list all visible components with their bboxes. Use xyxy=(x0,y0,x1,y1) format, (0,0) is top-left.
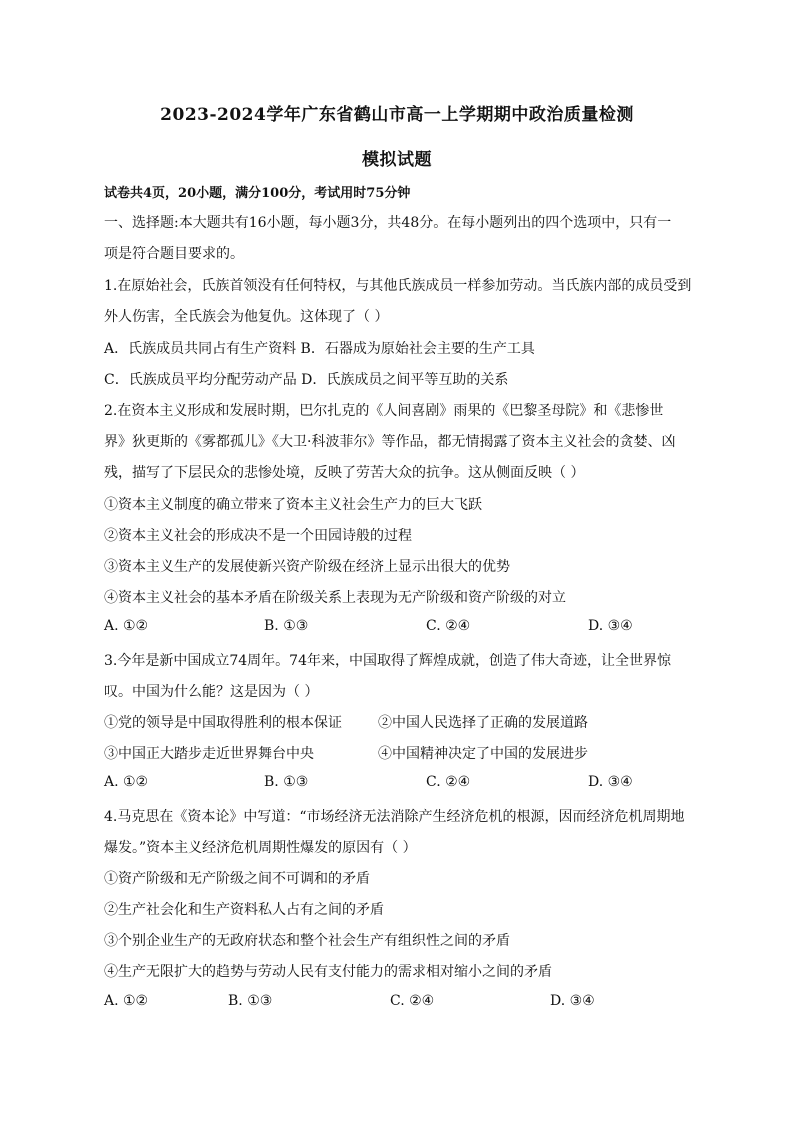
question-1-options: A．氏族成员共同占有生产资料 B．石器成为原始社会主要的生产工具 xyxy=(104,341,535,357)
question-1-text: 1.在原始社会，氏族首领没有任何特权，与其他氏族成员一样参加劳动。当氏族内部的成员受到 xyxy=(104,278,692,294)
exam-info: 试卷共4页，20小题，满分100分，考试用时75分钟 xyxy=(104,186,411,201)
question-4-choice-b: B. ①③ xyxy=(228,993,273,1009)
question-3-choice-b: B. ①③ xyxy=(264,774,309,790)
question-4-statement: ①资产阶级和无产阶级之间不可调和的矛盾 xyxy=(104,871,370,887)
question-4-text: 4.马克思在《资本论》中写道：“市场经济无法消除产生经济危机的根源，因而经济危机周期地 xyxy=(104,809,685,825)
exam-subtitle: 模拟试题 xyxy=(362,150,432,170)
question-2-text: 界》狄更斯的《雾都孤儿》《大卫·科波菲尔》等作品，都无情揭露了资本主义社会的贪婪、凶 xyxy=(104,434,676,450)
question-2-choice-d: D. ③④ xyxy=(588,618,633,634)
section-intro: 一、选择题:本大题共有16小题，每小题3分，共48分。在每小题列出的四个选项中，只有一 xyxy=(104,215,672,231)
question-2-statement: ④资本主义社会的基本矛盾在阶级关系上表现为无产阶级和资产阶级的对立 xyxy=(104,590,566,606)
question-4-text: 爆发。”资本主义经济危机周期性爆发的原因有（ ） xyxy=(104,840,417,856)
question-2-choice-b: B. ①③ xyxy=(264,618,309,634)
question-4-statement: ②生产社会化和生产资料私人占有之间的矛盾 xyxy=(104,902,384,918)
question-3-statement: ③中国正大踏步走近世界舞台中央 xyxy=(104,746,314,762)
question-3-choice-d: D. ③④ xyxy=(588,774,633,790)
question-3-text: 3.今年是新中国成立74周年。74年来，中国取得了辉煌成就，创造了伟大奇迹，让全世界惊 xyxy=(104,653,671,669)
question-4-statement: ④生产无限扩大的趋势与劳动人民有支付能力的需求相对缩小之间的矛盾 xyxy=(104,964,552,980)
question-3-statement: ④中国精神决定了中国的发展进步 xyxy=(378,746,588,762)
exam-title: 2023-2024学年广东省鹤山市高一上学期期中政治质量检测 xyxy=(160,105,634,125)
question-1-text: 外人伤害，全氏族会为他复仇。这体现了（ ） xyxy=(104,309,389,325)
question-3-text: 叹。中国为什么能？这是因为（ ） xyxy=(104,684,319,700)
question-3-statement: ①党的领导是中国取得胜利的根本保证 xyxy=(104,715,342,731)
question-2-statement: ②资本主义社会的形成决不是一个田园诗般的过程 xyxy=(104,528,412,544)
question-4-choice-c: C. ②④ xyxy=(390,993,435,1009)
question-2-statement: ③资本主义生产的发展使新兴资产阶级在经济上显示出很大的优势 xyxy=(104,559,510,575)
question-2-text: 2.在资本主义形成和发展时期，巴尔扎克的《人间喜剧》雨果的《巴黎圣母院》和《悲惨世 xyxy=(104,403,664,419)
section-intro: 项是符合题目要求的。 xyxy=(104,246,244,262)
question-3-choice-a: A. ①② xyxy=(104,774,149,790)
question-2-choice-c: C. ②④ xyxy=(426,618,471,634)
question-2-statement: ①资本主义制度的确立带来了资本主义社会生产力的巨大飞跃 xyxy=(104,497,482,513)
question-2-choice-a: A. ①② xyxy=(104,618,149,634)
question-4-choice-d: D. ③④ xyxy=(550,993,595,1009)
question-4-choice-a: A. ①② xyxy=(104,993,149,1009)
question-4-statement: ③个别企业生产的无政府状态和整个社会生产有组织性之间的矛盾 xyxy=(104,933,510,949)
question-3-choice-c: C. ②④ xyxy=(426,774,471,790)
question-3-statement: ②中国人民选择了正确的发展道路 xyxy=(378,715,588,731)
question-1-options: C．氏族成员平均分配劳动产品 D．氏族成员之间平等互助的关系 xyxy=(104,372,509,388)
question-2-text: 残，描写了下层民众的悲惨处境，反映了劳苦大众的抗争。这从侧面反映（ ） xyxy=(104,465,585,481)
